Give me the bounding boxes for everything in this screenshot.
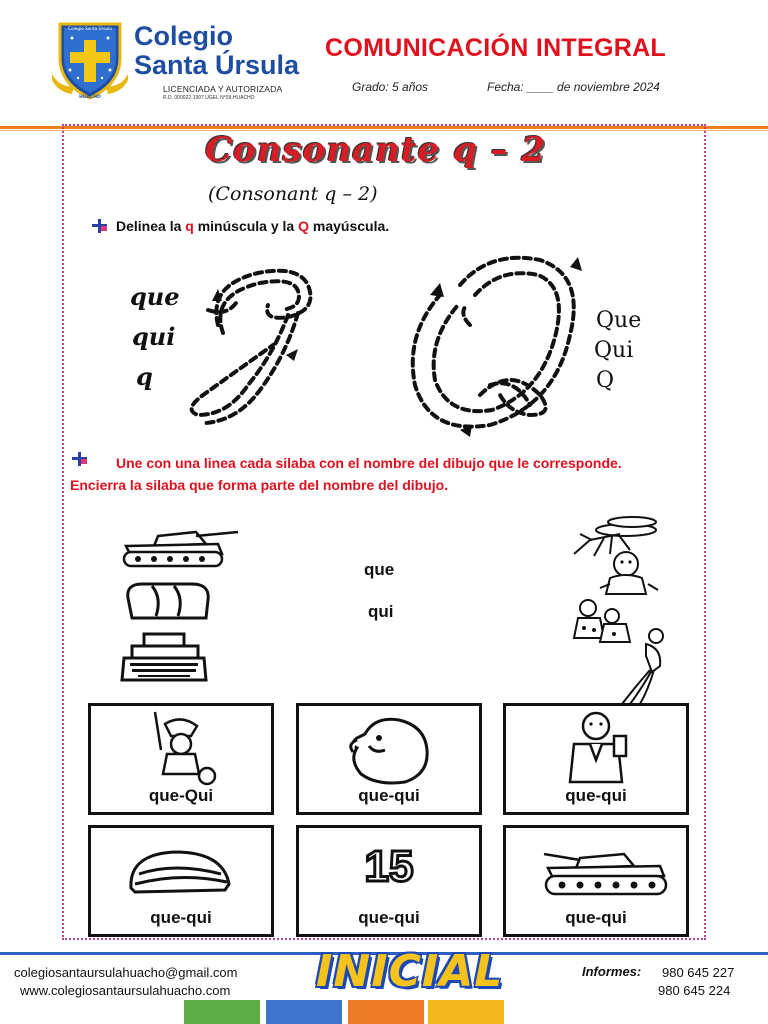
school-shield-logo: [52, 18, 128, 100]
school-name-line1: Colegio: [134, 21, 233, 51]
picture-card[interactable]: [503, 825, 689, 937]
bullet-icon: [92, 219, 108, 233]
print-word-q: Q: [596, 368, 615, 393]
card-label: que-qui: [565, 908, 627, 927]
subject-title: COMUNICACIÓN INTEGRAL: [325, 34, 667, 62]
footer-color-bar-blue: [266, 1000, 342, 1024]
card-label: que-qui: [150, 908, 212, 927]
school-name-line2: Santa Úrsula: [134, 50, 300, 80]
licensed-text: LICENCIADA Y AUTORIZADA: [163, 84, 283, 94]
card-label: que-Qui: [148, 786, 214, 805]
cook-icon: [560, 710, 640, 786]
footer-email[interactable]: colegiosantaursulahuacho@gmail.com: [14, 965, 238, 980]
match-instruction-line1: Une con una linea cada silaba con el nombre del dibujo que le corresponde.: [116, 455, 622, 471]
footer-color-bar-yellow: [428, 1000, 504, 1024]
trace-q-uppercase-icon[interactable]: [400, 245, 590, 440]
trace-instruction-middle: minúscula y la: [193, 218, 299, 234]
print-word-que: Que: [596, 308, 642, 333]
script-word-qui: qui: [132, 322, 176, 351]
syllable-qui: qui: [368, 602, 394, 621]
quetzal-bird-icon[interactable]: [616, 626, 672, 706]
picture-card[interactable]: [88, 703, 274, 815]
trace-instruction-suffix: mayúscula.: [308, 218, 390, 234]
lesson-title: Consonante q – 2: [205, 130, 547, 170]
letter-lower: q: [185, 218, 194, 234]
footer-color-bar-green: [184, 1000, 260, 1024]
letter-upper: Q: [298, 218, 309, 234]
baby-icon[interactable]: [596, 550, 660, 600]
taco-icon: [125, 844, 237, 896]
picture-card[interactable]: [503, 703, 689, 815]
picture-card[interactable]: [296, 825, 482, 937]
picture-card[interactable]: [296, 703, 482, 815]
face-icon: [345, 714, 435, 786]
license-code: R.D. 000022-1997 UGEL N°09-HUACHO: [163, 95, 255, 101]
footer-website[interactable]: www.colegiosantaursulahuacho.com: [20, 983, 231, 998]
print-word-qui: Qui: [594, 338, 634, 363]
card-label: que-qui: [358, 908, 420, 927]
grade-label: Grado: 5 años: [352, 80, 429, 94]
bread-icon[interactable]: [122, 578, 214, 622]
tank-icon[interactable]: [118, 522, 240, 568]
match-instruction-line2: Encierra la silaba que forma parte del nombre del dibujo.: [70, 477, 449, 493]
trace-instruction: [116, 218, 389, 234]
knight-icon: [141, 710, 221, 786]
footer-color-bar-orange: [348, 1000, 424, 1024]
footer-phone-1[interactable]: 980 645 227: [662, 965, 735, 980]
trace-instruction-prefix: Delinea la: [116, 218, 186, 234]
date-label: Fecha: ____ de noviembre 2024: [487, 80, 660, 94]
card-number: 15: [364, 842, 414, 891]
syllable-que: que: [364, 560, 395, 579]
footer-phone-2[interactable]: 980 645 224: [658, 983, 731, 998]
match-instruction: [70, 452, 710, 496]
inicial-banner: INICIAL: [316, 946, 504, 997]
shield-text-top: Colegio Santa Úrsula: [68, 26, 112, 31]
trace-q-lowercase-icon[interactable]: [178, 255, 348, 430]
tank-icon: [540, 844, 672, 898]
picture-card[interactable]: [88, 825, 274, 937]
informes-label: Informes:: [582, 964, 642, 979]
script-word-que: que: [130, 282, 180, 311]
shield-text-bottom: HUACHO: [79, 95, 101, 100]
card-label: que-qui: [565, 786, 627, 805]
card-label: que-qui: [358, 786, 420, 805]
lesson-subtitle: (Consonant q – 2): [208, 183, 378, 205]
script-word-q: q: [136, 362, 153, 391]
school-name: [134, 22, 299, 80]
typewriter-icon[interactable]: [118, 630, 210, 684]
